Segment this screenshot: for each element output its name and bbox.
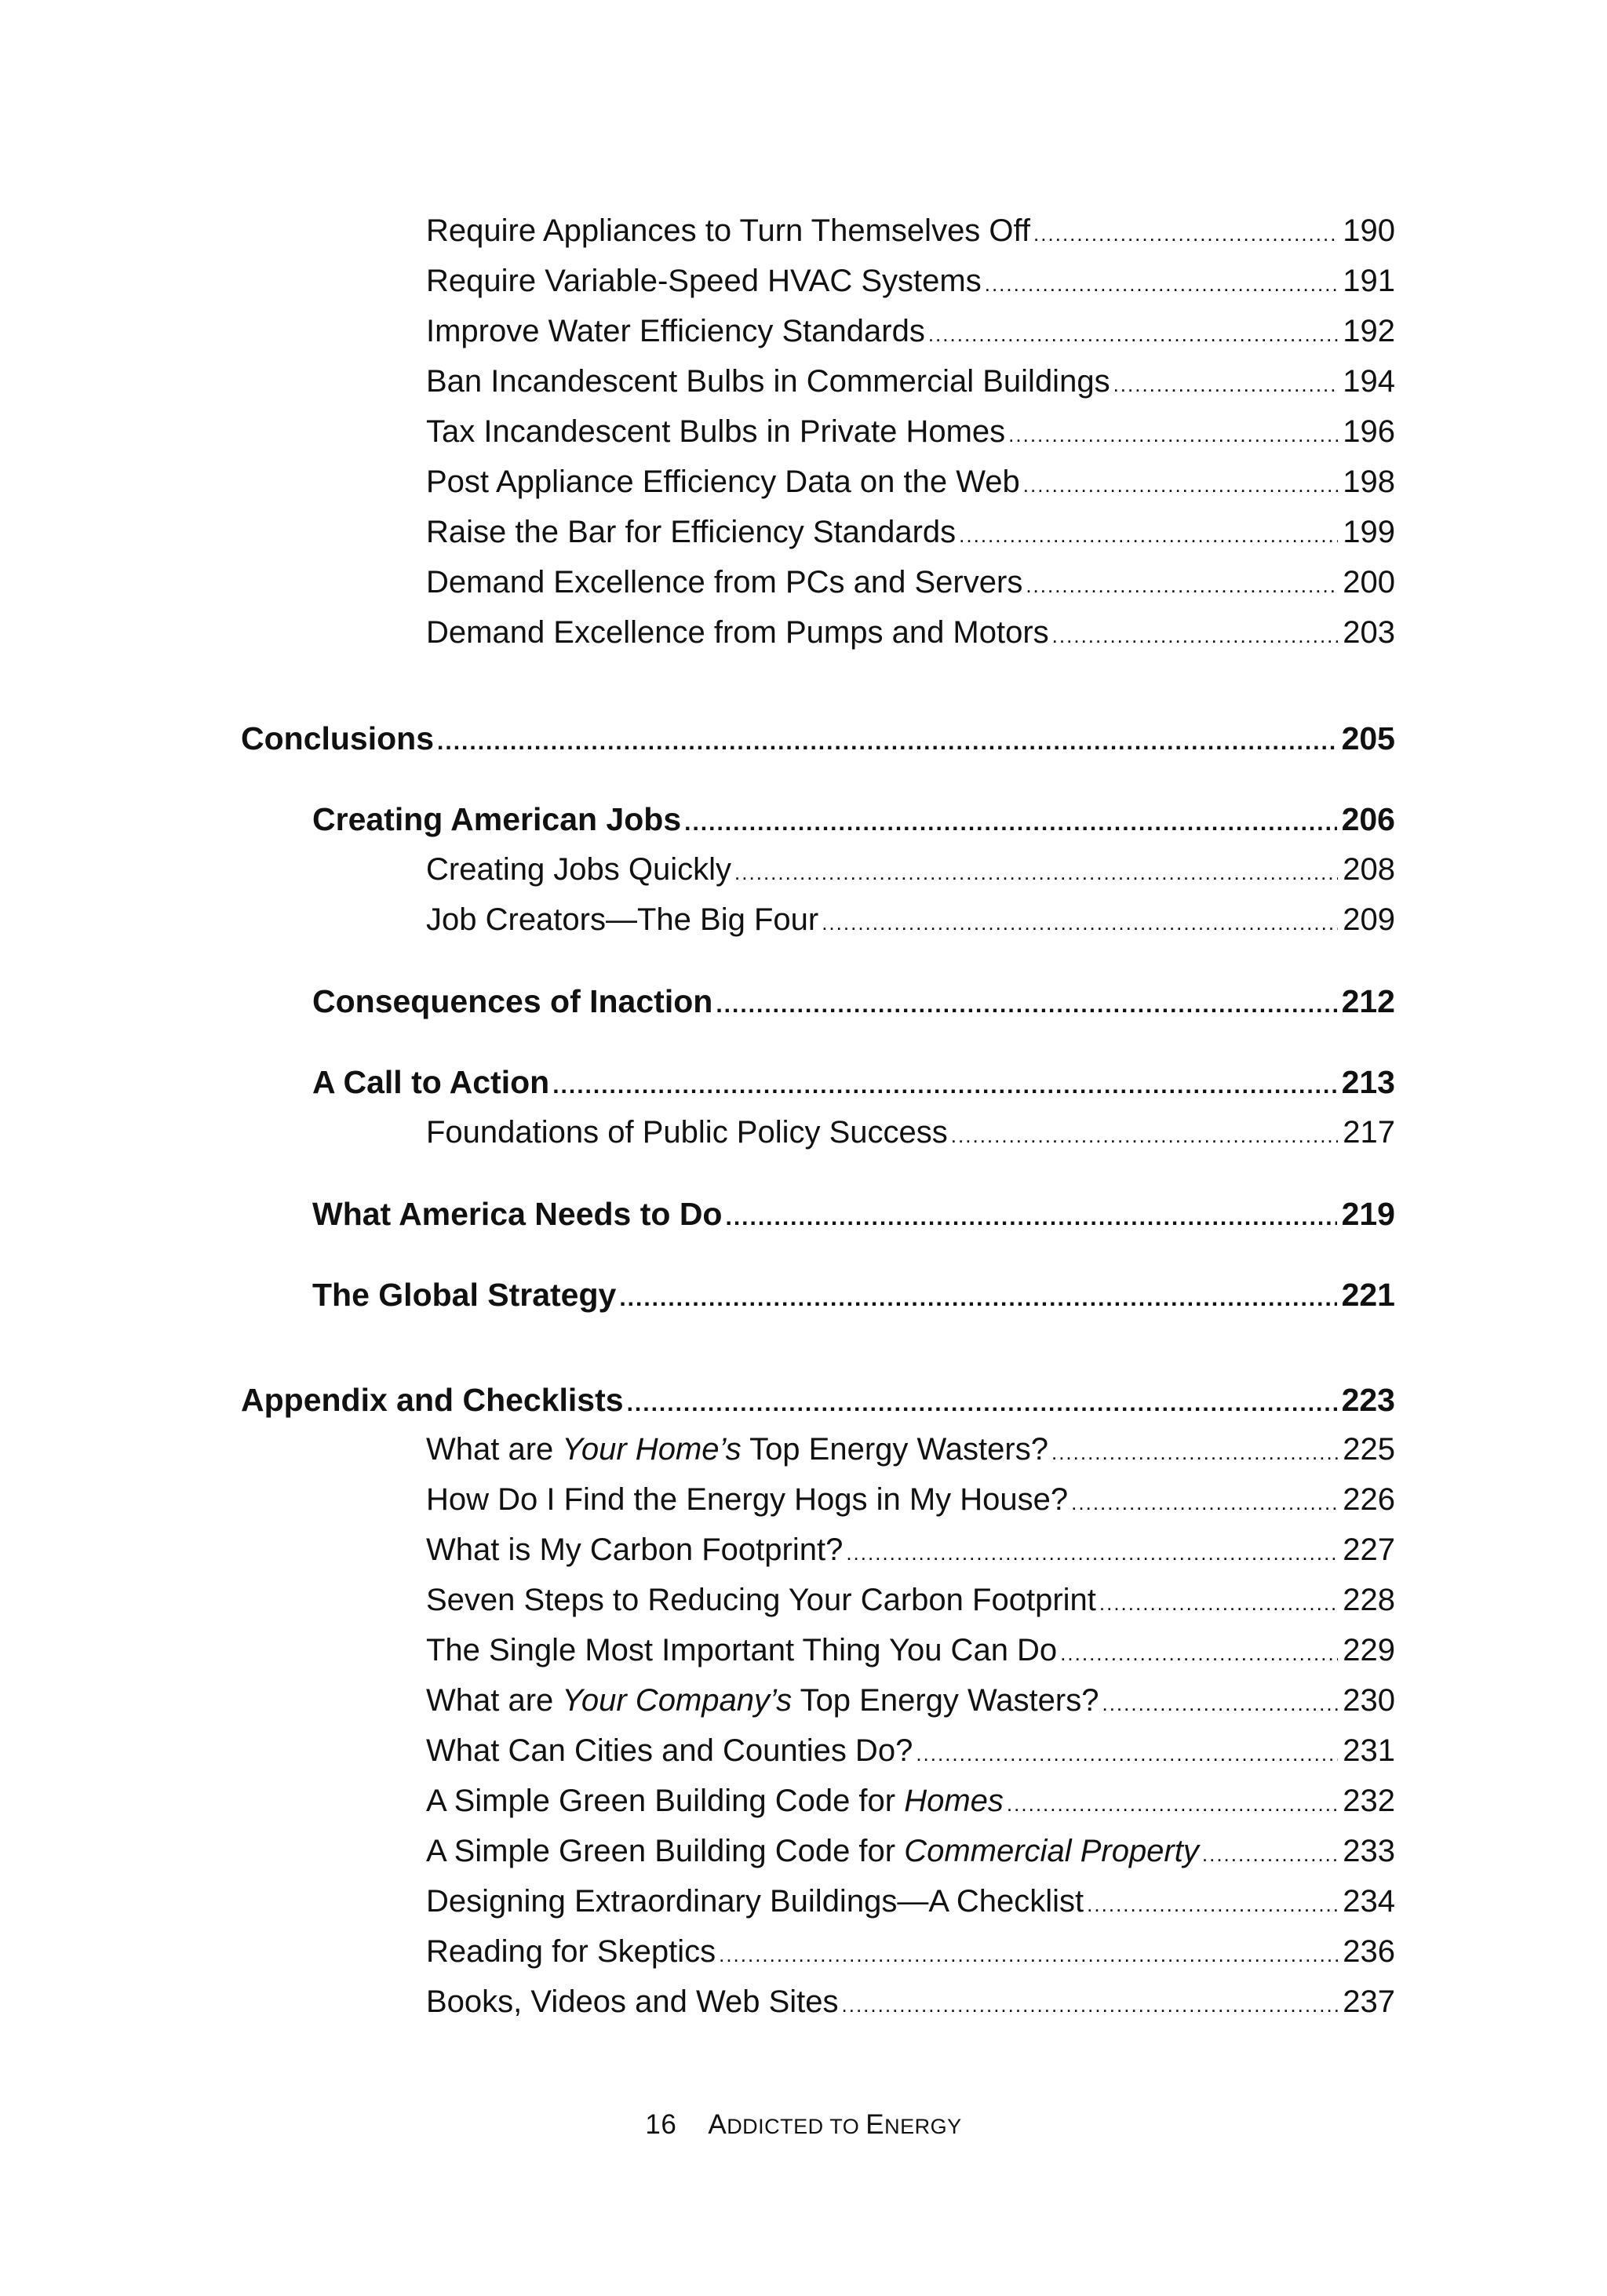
toc-entry-page: 237 — [1343, 1984, 1395, 2019]
toc-entry[interactable] — [426, 314, 1395, 349]
toc-section-call-to-action[interactable] — [312, 1064, 1395, 1101]
toc-entry[interactable] — [426, 1884, 1395, 1919]
toc-entry-page: 230 — [1343, 1683, 1395, 1718]
toc-entry-title: Reading for Skeptics — [426, 1934, 716, 1969]
dot-leader — [846, 1541, 1338, 1565]
toc-entry-page: 196 — [1343, 414, 1395, 449]
toc-entry-page: 209 — [1343, 902, 1395, 937]
toc-entry-page: 217 — [1343, 1115, 1395, 1150]
toc-entry-title: Improve Water Efficiency Standards — [426, 314, 925, 348]
toc-entry-page: 192 — [1343, 314, 1395, 348]
toc-section-title: Creating American Jobs — [312, 801, 682, 837]
toc-entry-title: A Simple Green Building Code for Homes — [426, 1784, 1004, 1818]
toc-entry-title: Designing Extraordinary Buildings—A Checklist — [426, 1884, 1084, 1919]
toc-entry[interactable] — [426, 1683, 1395, 1718]
dot-leader — [928, 323, 1338, 347]
toc-entry[interactable] — [426, 1733, 1395, 1769]
toc-entry-title: How Do I Find the Energy Hogs in My House? — [426, 1482, 1069, 1517]
toc-entry-title: What Can Cities and Counties Do? — [426, 1733, 913, 1768]
dot-leader — [734, 861, 1338, 885]
toc-chapter-title: Conclusions — [241, 720, 435, 756]
toc-entry-page: 225 — [1343, 1432, 1395, 1467]
toc-section-creating-jobs[interactable] — [312, 801, 1395, 838]
toc-chapter-page: 205 — [1341, 720, 1395, 756]
toc-section-title: Consequences of Inaction — [312, 983, 713, 1019]
dot-leader — [1026, 574, 1338, 598]
dot-leader — [1071, 1491, 1338, 1515]
toc-entry-page: 190 — [1343, 213, 1395, 248]
dot-leader — [619, 1285, 1336, 1312]
dot-leader — [1060, 1642, 1338, 1666]
toc-entry-page: 198 — [1343, 465, 1395, 499]
toc-entry-title: The Single Most Important Thing You Can Do — [426, 1633, 1058, 1667]
toc-entry-page: 227 — [1343, 1532, 1395, 1567]
toc-entry-title: Post Appliance Efficiency Data on the Web — [426, 465, 1020, 499]
toc-entry[interactable] — [426, 264, 1395, 299]
toc-entry[interactable] — [426, 364, 1395, 399]
toc-entry-title: Books, Videos and Web Sites — [426, 1984, 839, 2019]
dot-leader — [1087, 1893, 1338, 1917]
toc-entry-title: Creating Jobs Quickly — [426, 852, 732, 887]
toc-chapter-appendix[interactable] — [241, 1382, 1395, 1419]
dot-leader — [822, 911, 1338, 935]
dot-leader — [985, 272, 1339, 297]
toc-entry-title: Require Variable-Speed HVAC Systems — [426, 264, 982, 298]
toc-entry[interactable] — [426, 515, 1395, 550]
dot-leader — [1102, 1692, 1338, 1716]
toc-section-page: 206 — [1341, 801, 1395, 837]
toc-entry[interactable] — [426, 465, 1395, 500]
toc-entry-emphasis: Your Company’s — [562, 1683, 793, 1718]
toc-entry-title: What are Your Home’s Top Energy Wasters? — [426, 1432, 1048, 1467]
dot-leader — [437, 729, 1337, 756]
toc-entry-page: 199 — [1343, 515, 1395, 549]
toc-entry-title: A Simple Green Building Code for Commercial Property — [426, 1834, 1199, 1868]
dot-leader — [627, 1390, 1337, 1417]
toc-entry[interactable] — [426, 1532, 1395, 1568]
toc-entry-page: 228 — [1343, 1583, 1395, 1617]
toc-chapter-title: Appendix and Checklists — [241, 1382, 624, 1418]
toc-section-title: A Call to Action — [312, 1064, 550, 1100]
toc-entry[interactable] — [426, 1984, 1395, 2020]
toc-chapter-conclusions[interactable] — [241, 720, 1395, 757]
page-number: 16 — [645, 2109, 677, 2140]
toc-entry-title: What is My Carbon Footprint? — [426, 1532, 844, 1567]
dot-leader — [1008, 423, 1338, 447]
dot-leader — [916, 1742, 1338, 1766]
toc-entry-page: 200 — [1343, 565, 1395, 600]
dot-leader — [684, 810, 1336, 836]
toc-entry-page: 226 — [1343, 1482, 1395, 1517]
toc-entry-title: Demand Excellence from Pumps and Motors — [426, 615, 1049, 650]
toc-entry[interactable] — [426, 852, 1395, 887]
page-footer — [0, 2109, 1607, 2141]
toc-entry[interactable] — [426, 615, 1395, 651]
book-title: ADDICTED TO ENERGY — [708, 2109, 962, 2140]
toc-entry[interactable] — [426, 1115, 1395, 1150]
dot-leader — [1033, 222, 1338, 246]
toc-entry-page: 208 — [1343, 852, 1395, 887]
dot-leader — [1023, 473, 1338, 497]
toc-entry-page: 232 — [1343, 1784, 1395, 1818]
toc-entry-page: 203 — [1343, 615, 1395, 650]
toc-section-page: 212 — [1341, 983, 1395, 1019]
toc-entry-emphasis: Your Home’s — [562, 1432, 742, 1467]
dot-leader — [719, 1943, 1338, 1967]
toc-section-global-strategy[interactable] — [312, 1277, 1395, 1314]
toc-entry-title: Foundations of Public Policy Success — [426, 1115, 948, 1150]
dot-leader — [1052, 624, 1339, 648]
dot-leader — [842, 1993, 1339, 2017]
toc-entry-title: Demand Excellence from PCs and Servers — [426, 565, 1023, 600]
toc-entry-emphasis: Homes — [904, 1784, 1004, 1818]
toc-entry-page: 191 — [1343, 264, 1395, 298]
toc-entry-title: Require Appliances to Turn Themselves Off — [426, 213, 1031, 248]
toc-entry-page: 236 — [1343, 1934, 1395, 1969]
dot-leader — [951, 1124, 1338, 1148]
toc-entry[interactable] — [426, 1432, 1395, 1467]
toc-entry[interactable] — [426, 902, 1395, 938]
toc-entry-title: Ban Incandescent Bulbs in Commercial Buildings — [426, 364, 1110, 399]
toc-section-page: 213 — [1341, 1064, 1395, 1100]
toc-section-page: 221 — [1341, 1277, 1395, 1313]
toc-entry-title: Raise the Bar for Efficiency Standards — [426, 515, 957, 549]
toc-entry[interactable] — [426, 1834, 1395, 1869]
toc-entry-page: 233 — [1343, 1834, 1395, 1868]
toc-entry[interactable] — [426, 1934, 1395, 1970]
toc-entry[interactable] — [426, 1583, 1395, 1618]
toc-section-page: 219 — [1341, 1196, 1395, 1232]
toc-entry-title: Tax Incandescent Bulbs in Private Homes — [426, 414, 1006, 449]
toc-entry-title: Seven Steps to Reducing Your Carbon Footprint — [426, 1583, 1096, 1617]
dot-leader — [1051, 1441, 1338, 1465]
toc-section-title: The Global Strategy — [312, 1277, 617, 1313]
toc-entry[interactable] — [426, 414, 1395, 450]
toc-chapter-page: 223 — [1341, 1382, 1395, 1418]
toc-entry-page: 234 — [1343, 1884, 1395, 1919]
toc-entry[interactable] — [426, 1633, 1395, 1668]
toc-entry[interactable] — [426, 213, 1395, 249]
toc-entry-emphasis: Commercial Property — [904, 1834, 1199, 1868]
toc-entry-page: 229 — [1343, 1633, 1395, 1667]
dot-leader — [959, 523, 1338, 548]
dot-leader — [1007, 1792, 1338, 1817]
toc-section-title: What America Needs to Do — [312, 1196, 723, 1232]
toc-entry-page: 194 — [1343, 364, 1395, 399]
dot-leader — [552, 1073, 1336, 1099]
toc-section-what-america[interactable] — [312, 1196, 1395, 1233]
toc-entry[interactable] — [426, 1482, 1395, 1518]
toc-entry-page: 231 — [1343, 1733, 1395, 1768]
dot-leader — [1099, 1591, 1338, 1616]
toc-entry-title: Job Creators—The Big Four — [426, 902, 819, 937]
dot-leader — [725, 1204, 1336, 1231]
toc-entry-title: What are Your Company’s Top Energy Wasters? — [426, 1683, 1099, 1718]
toc-section-consequences[interactable] — [312, 983, 1395, 1020]
dot-leader — [1113, 373, 1339, 397]
dot-leader — [1202, 1842, 1338, 1867]
toc-entry[interactable] — [426, 1784, 1395, 1819]
dot-leader — [716, 992, 1336, 1019]
toc-entry[interactable] — [426, 565, 1395, 600]
